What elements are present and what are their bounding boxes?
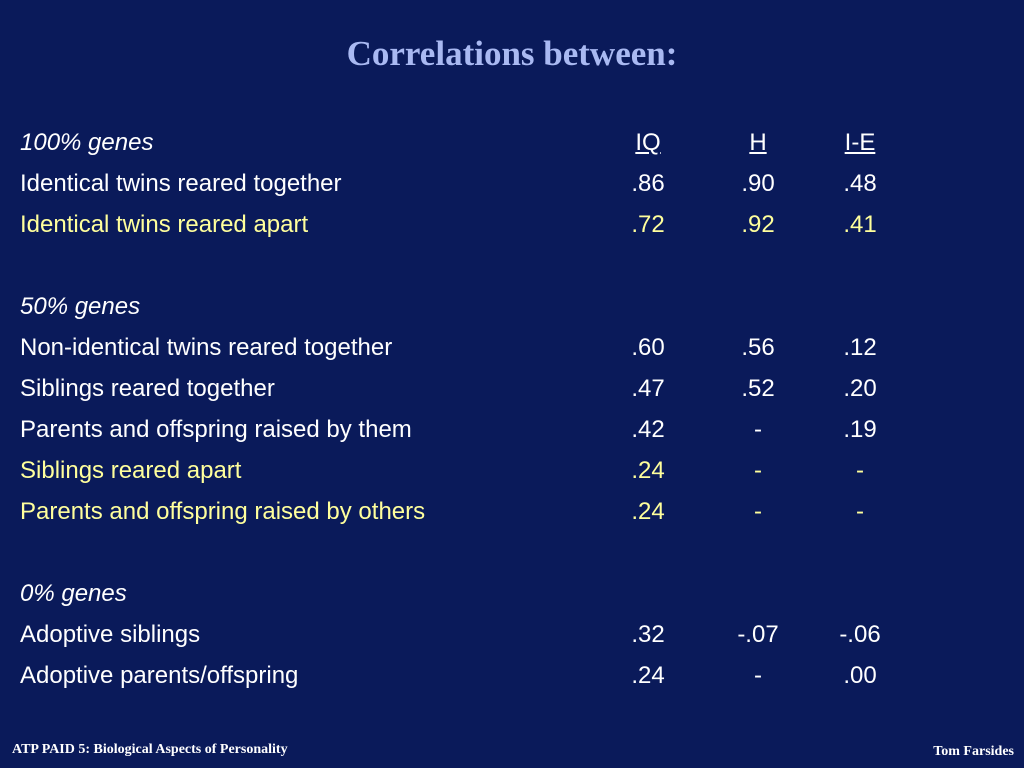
value-ie: .48 [843,170,877,197]
footer-author: Tom Farsides [933,744,1014,759]
table-row [0,491,1024,532]
section-header-50 [0,286,1024,327]
table-row [0,655,1024,696]
slide-title: Correlations between: [346,34,678,73]
table-row [0,327,1024,368]
value-iq: .47 [631,375,665,402]
row-label: Siblings reared together [20,375,275,402]
row-label: Siblings reared apart [20,457,242,484]
row-label: Parents and offspring raised by them [20,416,412,443]
value-iq: .60 [631,334,665,361]
value-ie: .20 [843,375,877,402]
value-ie: -.06 [839,621,881,648]
value-ie: .41 [843,211,877,238]
row-label: Adoptive siblings [20,621,201,648]
value-iq: .32 [631,621,665,648]
row-label: Parents and offspring raised by others [20,498,426,525]
value-h: - [754,498,762,525]
value-h: .90 [741,170,775,197]
value-ie: - [856,498,864,525]
column-header-ie: I-E [844,129,876,156]
table-row [0,204,1024,245]
value-iq: .24 [631,662,665,689]
value-ie: .12 [843,334,877,361]
row-label: Adoptive parents/offspring [20,662,299,689]
value-h: .56 [741,334,775,361]
value-h: - [754,416,762,443]
section-header-0 [0,573,1024,614]
value-iq: .24 [631,498,665,525]
column-header-h: H [749,129,767,156]
value-iq: .24 [631,457,665,484]
value-ie: .00 [843,662,877,689]
row-label: Identical twins reared apart [20,211,309,238]
column-header-iq: IQ [635,129,661,156]
value-iq: .86 [631,170,665,197]
value-iq: .42 [631,416,665,443]
section-label: 50% genes [20,293,141,320]
table-row [0,409,1024,450]
value-ie: - [856,457,864,484]
table-row [0,614,1024,655]
footer-course: ATP PAID 5: Biological Aspects of Personality [12,742,288,757]
value-h: - [754,457,762,484]
section-label: 0% genes [20,580,127,607]
value-iq: .72 [631,211,665,238]
table-row [0,163,1024,204]
row-label: Identical twins reared together [20,170,342,197]
table-row [0,450,1024,491]
value-h: .52 [741,375,775,402]
table-row [0,368,1024,409]
section-header-100 [0,122,1024,163]
value-h: -.07 [737,621,779,648]
section-label: 100% genes [20,129,154,156]
value-h: .92 [741,211,775,238]
value-ie: .19 [843,416,877,443]
value-h: - [754,662,762,689]
row-label: Non-identical twins reared together [20,334,393,361]
